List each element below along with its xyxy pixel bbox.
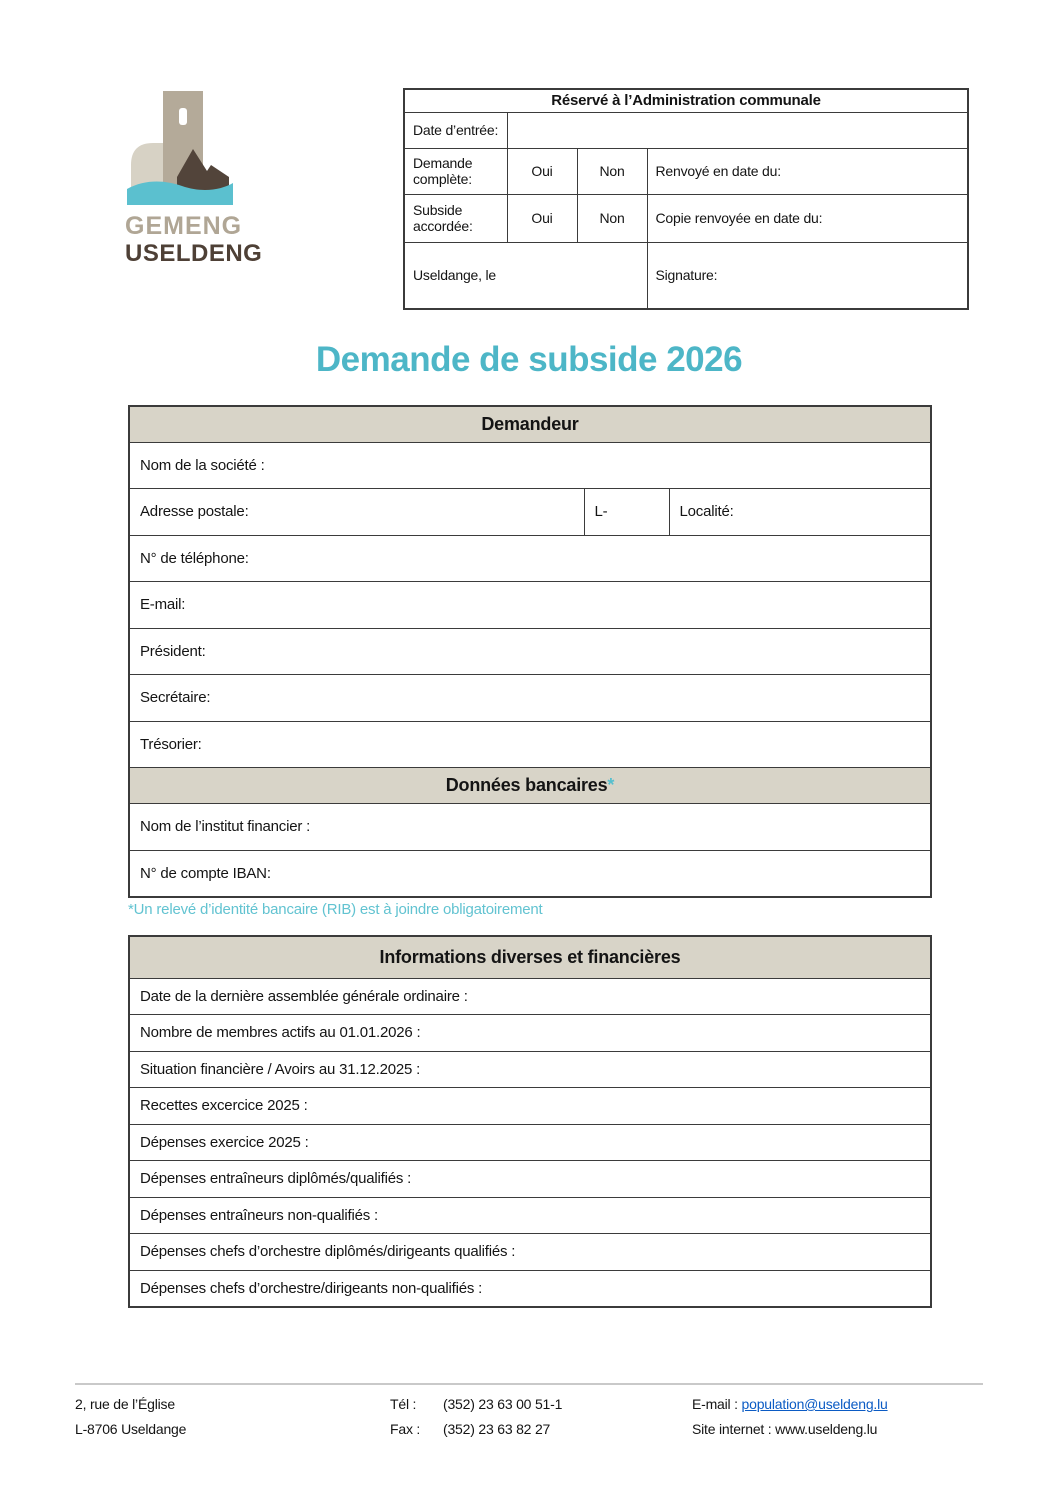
subside-accordee-oui-option[interactable]: Oui xyxy=(507,194,577,242)
code-postal-input[interactable] xyxy=(607,502,658,522)
demande-complete-oui-option[interactable]: Oui xyxy=(507,148,577,194)
footer-address xyxy=(75,1392,186,1442)
depenses-exercice-input[interactable] xyxy=(309,1132,920,1152)
signature-cell[interactable] xyxy=(647,242,968,309)
logo-text-gemeng: GEMENG xyxy=(125,212,243,240)
footer-email-label: E-mail : xyxy=(692,1396,742,1412)
depenses-chefs-qualifies-label: Dépenses chefs d’orchestre diplômés/dirigeants qualifiés : xyxy=(140,1243,516,1261)
depenses-entraineurs-nonqualifies-label: Dépenses entraîneurs non-qualifiés : xyxy=(140,1206,378,1224)
tresorier-label: Trésorier: xyxy=(140,735,202,753)
commune-logo xyxy=(125,85,263,267)
useldange-le-cell[interactable] xyxy=(404,242,647,309)
demande-complete-label: Demande complète: xyxy=(404,148,507,194)
adresse-postale-label: Adresse postale: xyxy=(140,503,249,521)
iban-label: N° de compte IBAN: xyxy=(140,864,271,882)
bancaires-asterisk: * xyxy=(607,775,615,795)
institut-financier-input[interactable] xyxy=(310,817,920,837)
subside-accordee-label: Subside accordée: xyxy=(404,194,507,242)
useldange-le-label: Useldange, le xyxy=(413,267,497,284)
subside-accordee-non-option[interactable]: Non xyxy=(577,194,647,242)
admin-reserved-table xyxy=(403,88,969,310)
situation-financiere-input[interactable] xyxy=(420,1059,920,1079)
renvoye-date-label: Renvoyé en date du: xyxy=(655,163,781,179)
localite-label: Localité: xyxy=(679,503,734,521)
rib-note: *Un relevé d’identité bancaire (RIB) est à joindre obligatoirement xyxy=(128,901,543,918)
nom-societe-label: Nom de la société : xyxy=(140,456,265,474)
page-title: Demande de subside 2026 xyxy=(315,340,743,379)
bancaires-header-text: Données bancaires xyxy=(445,775,608,795)
tresorier-input[interactable] xyxy=(202,734,920,754)
footer-tel-label: Tél : xyxy=(390,1396,417,1412)
footer-fax-label: Fax : xyxy=(390,1421,421,1437)
depenses-entraineurs-qualifies-label: Dépenses entraîneurs diplômés/qualifiés : xyxy=(140,1170,412,1188)
iban-input[interactable] xyxy=(271,863,920,883)
renvoye-date-cell[interactable] xyxy=(647,148,968,194)
assemblee-generale-input[interactable] xyxy=(468,986,920,1006)
localite-input[interactable] xyxy=(734,502,920,522)
institut-financier-label: Nom de l’institut financier : xyxy=(140,818,311,836)
signature-label: Signature: xyxy=(655,267,718,284)
secretaire-label: Secrétaire: xyxy=(140,689,211,707)
footer-address-line1: 2, rue de l’Église xyxy=(75,1396,175,1412)
footer-email-link[interactable]: population@useldeng.lu xyxy=(741,1396,888,1412)
demande-complete-non-option[interactable]: Non xyxy=(577,148,647,194)
membres-actifs-label: Nombre de membres actifs au 01.01.2026 : xyxy=(140,1024,421,1042)
assemblee-generale-label: Date de la dernière assemblée générale ordinaire : xyxy=(140,987,468,1005)
copie-renvoyee-date-label: Copie renvoyée en date du: xyxy=(655,210,823,226)
demandeur-table xyxy=(128,405,932,898)
telephone-label: N° de téléphone: xyxy=(140,549,249,567)
email-label: E-mail: xyxy=(140,596,186,614)
footer-tel-value: (352) 23 63 00 51-1 xyxy=(443,1396,563,1412)
footer-fax-value: (352) 23 63 82 27 xyxy=(443,1421,551,1437)
castle-church-wave-icon xyxy=(125,85,235,207)
secretaire-input[interactable] xyxy=(210,688,920,708)
depenses-entraineurs-nonqualifies-input[interactable] xyxy=(378,1205,920,1225)
president-label: Président: xyxy=(140,642,206,660)
president-input[interactable] xyxy=(206,641,920,661)
recettes-exercice-input[interactable] xyxy=(308,1096,920,1116)
footer-site-text: Site internet : www.useldeng.lu xyxy=(692,1421,878,1437)
membres-actifs-input[interactable] xyxy=(421,1023,921,1043)
code-postal-label: L- xyxy=(594,503,608,521)
footer-phone xyxy=(390,1392,562,1442)
copie-renvoyee-date-cell[interactable] xyxy=(647,194,968,242)
footer-web xyxy=(692,1392,888,1442)
infos-table xyxy=(128,935,932,1308)
telephone-input[interactable] xyxy=(249,548,920,568)
nom-societe-input[interactable] xyxy=(265,455,920,475)
date-entree-label: Date d’entrée: xyxy=(404,112,507,148)
adresse-postale-input[interactable] xyxy=(249,502,574,522)
demandeur-section-header: Demandeur xyxy=(129,406,931,442)
email-input[interactable] xyxy=(185,595,920,615)
logo-text-useldeng: USELDENG xyxy=(125,240,263,267)
recettes-exercice-label: Recettes excercice 2025 : xyxy=(140,1097,308,1115)
depenses-chefs-nonqualifies-label: Dépenses chefs d’orchestre/dirigeants non-qualifiés : xyxy=(140,1279,483,1297)
admin-box-title: Réservé à l’Administration communale xyxy=(404,89,968,112)
footer-address-line2: L-8706 Useldange xyxy=(75,1421,187,1437)
date-entree-input[interactable] xyxy=(507,112,968,148)
depenses-chefs-qualifies-input[interactable] xyxy=(515,1242,920,1262)
situation-financiere-label: Situation financière / Avoirs au 31.12.2025 : xyxy=(140,1060,421,1078)
bancaires-section-header xyxy=(129,768,931,804)
infos-section-header: Informations diverses et financières xyxy=(129,936,931,978)
footer-divider xyxy=(75,1383,983,1385)
depenses-chefs-nonqualifies-input[interactable] xyxy=(482,1278,920,1298)
depenses-exercice-label: Dépenses exercice 2025 : xyxy=(140,1133,309,1151)
depenses-entraineurs-qualifies-input[interactable] xyxy=(411,1169,920,1189)
